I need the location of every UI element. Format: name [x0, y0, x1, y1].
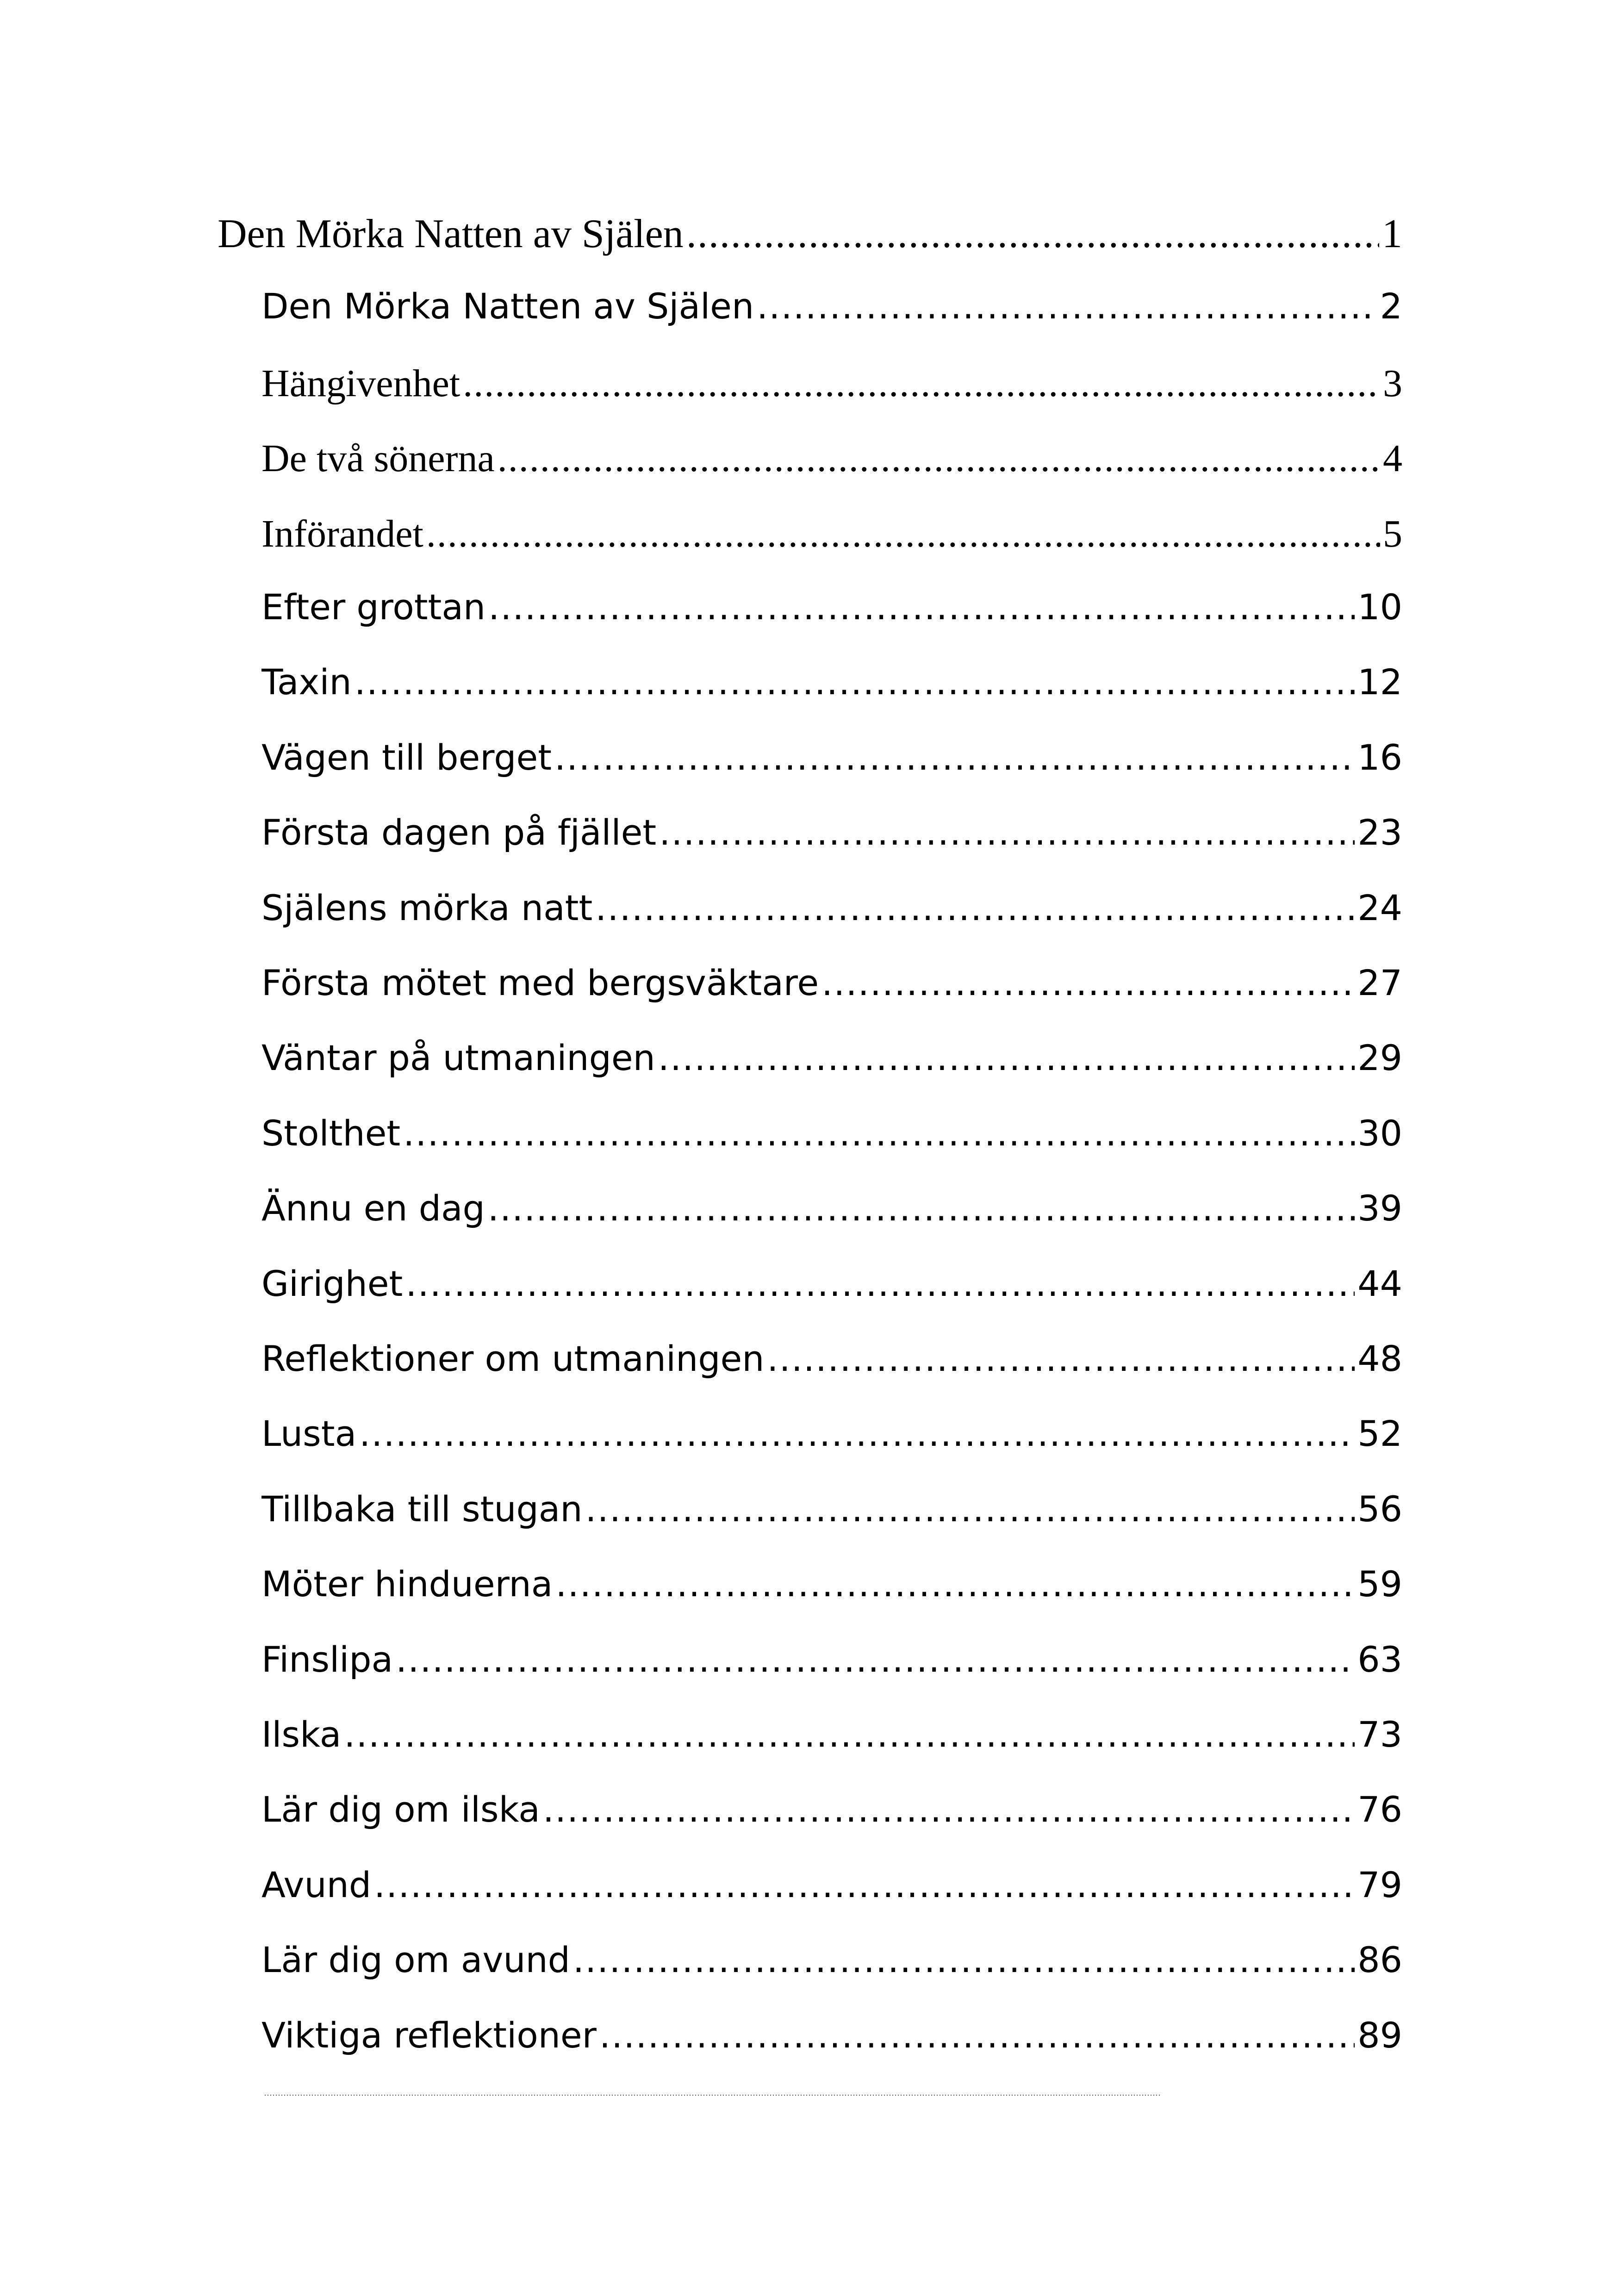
toc-entry-title: Den Mörka Natten av Själen: [218, 212, 684, 256]
toc-page-number: 89: [1357, 2015, 1402, 2056]
toc-dot-leader: [359, 1413, 1355, 1454]
toc-entry-title: Ilska: [261, 1714, 342, 1755]
toc-entry-title: Avund: [261, 1864, 372, 1905]
toc-page-number: 29: [1357, 1037, 1402, 1078]
toc-entry[interactable]: [261, 1037, 1402, 1078]
toc-entry-title: Lär dig om ilska: [261, 1789, 540, 1830]
toc-page-number: 4: [1383, 437, 1402, 480]
toc-page-number: 48: [1357, 1338, 1402, 1379]
toc-page-number: 59: [1357, 1563, 1402, 1605]
toc-dot-leader: [554, 737, 1355, 778]
toc-page-number: 24: [1357, 887, 1402, 928]
toc-dot-leader: [488, 1188, 1355, 1229]
toc-dot-leader: [767, 1338, 1355, 1379]
toc-entry-title: Införandet: [261, 512, 423, 555]
toc-entry[interactable]: [261, 511, 1402, 556]
toc-entry[interactable]: [261, 812, 1402, 853]
toc-entry[interactable]: [261, 1263, 1402, 1304]
toc-dot-leader: [821, 962, 1355, 1003]
toc-entry[interactable]: [261, 962, 1402, 1003]
toc-dot-leader: [555, 1563, 1355, 1605]
toc-page-number: 16: [1357, 737, 1402, 778]
toc-dot-leader: [403, 1113, 1355, 1154]
toc-entry-title: Möter hinduerna: [261, 1563, 553, 1605]
toc-dot-leader: [573, 1939, 1355, 1980]
toc-page-number: 12: [1357, 661, 1402, 703]
toc-entry-title: Själens mörka natt: [261, 887, 593, 928]
toc-page-number: 39: [1357, 1188, 1402, 1229]
toc-dot-leader: [498, 436, 1380, 481]
toc-dot-leader: [355, 661, 1355, 703]
toc-entry-title: Stolthet: [261, 1113, 401, 1154]
toc-entry[interactable]: [261, 887, 1402, 928]
toc-page-number: 10: [1357, 586, 1402, 628]
toc-entry-title: Hängivenhet: [261, 362, 461, 405]
toc-dot-leader: [396, 1639, 1355, 1680]
toc-entry-title: Viktiga reflektioner: [261, 2015, 597, 2056]
toc-entry-title: Lär dig om avund: [261, 1939, 570, 1980]
toc-page-number: 79: [1357, 1864, 1402, 1905]
toc-entry-title: Finslipa: [261, 1639, 393, 1680]
toc-dot-leader: [599, 2015, 1355, 2056]
toc-entry[interactable]: [261, 2090, 1402, 2098]
toc-entry[interactable]: [261, 1789, 1402, 1830]
toc-dot-leader: [426, 511, 1380, 556]
toc-page-number: 73: [1357, 1714, 1402, 1755]
toc-page-number: 1: [1382, 212, 1402, 256]
toc-dot-leader: [374, 1864, 1355, 1905]
toc-page-number: 63: [1357, 1639, 1402, 1680]
toc-entry[interactable]: [261, 1714, 1402, 1755]
toc-dot-leader: [264, 2090, 1400, 2098]
toc-entry-title: Tillbaka till stugan: [261, 1488, 583, 1530]
toc-entry-title: Vägen till berget: [261, 737, 552, 778]
toc-entry-title: Första dagen på fjället: [261, 812, 657, 853]
toc-entry[interactable]: [261, 1413, 1402, 1454]
toc-entry[interactable]: [261, 1338, 1402, 1379]
toc-page-number: 23: [1357, 812, 1402, 853]
toc-entry[interactable]: [261, 1113, 1402, 1154]
toc-entry[interactable]: [218, 211, 1402, 257]
toc-entry[interactable]: [261, 286, 1402, 327]
toc-page-number: 27: [1357, 962, 1402, 1003]
toc-page-number: 5: [1383, 512, 1402, 555]
toc-entry-title: Lusta: [261, 1413, 357, 1454]
toc-dot-leader: [659, 812, 1355, 853]
toc-page-number: 86: [1357, 1939, 1402, 1980]
toc-entry[interactable]: [261, 586, 1402, 628]
toc-entry[interactable]: [261, 1188, 1402, 1229]
toc-dot-leader: [686, 211, 1379, 257]
toc-page-number: 56: [1357, 1488, 1402, 1530]
toc-dot-leader: [658, 1037, 1355, 1078]
toc-entry-title: De två sönerna: [261, 437, 495, 480]
toc-dot-leader: [344, 1714, 1355, 1755]
toc-entry-title: Den Mörka Natten av Själen: [261, 286, 754, 327]
toc-entry[interactable]: [261, 361, 1402, 406]
toc-entry-title: Reflektioner om utmaningen: [261, 1338, 765, 1379]
toc-entry[interactable]: [261, 1563, 1402, 1605]
toc-entry-title: Girighet: [261, 1263, 403, 1304]
toc-dot-leader: [757, 286, 1377, 327]
toc-entry[interactable]: [261, 2015, 1402, 2056]
toc-page-number: 30: [1357, 1113, 1402, 1154]
toc-page-number: 2: [1380, 286, 1402, 327]
toc-entry[interactable]: [261, 737, 1402, 778]
toc-entry-title: Taxin: [261, 661, 352, 703]
toc-entry[interactable]: [261, 1488, 1402, 1530]
toc-page-number: 44: [1357, 1263, 1402, 1304]
toc-dot-leader: [488, 586, 1355, 628]
toc-dot-leader: [543, 1789, 1355, 1830]
toc-dot-leader: [595, 887, 1355, 928]
toc-page-number: 3: [1383, 362, 1402, 405]
toc-dot-leader: [463, 361, 1380, 406]
toc-entry-title: Första mötet med bergsväktare: [261, 962, 819, 1003]
toc-dot-leader: [585, 1488, 1355, 1530]
toc-entry-title: Efter grottan: [261, 586, 486, 628]
toc-page-number: 52: [1357, 1413, 1402, 1454]
toc-page-number: 76: [1357, 1789, 1402, 1830]
toc-entry[interactable]: [261, 1939, 1402, 1980]
toc-entry-title: Ännu en dag: [261, 1188, 485, 1229]
toc-entry-title: Väntar på utmaningen: [261, 1037, 655, 1078]
toc-entry[interactable]: [261, 1864, 1402, 1905]
toc-entry[interactable]: [261, 436, 1402, 481]
toc-entry[interactable]: [261, 1639, 1402, 1680]
toc-dot-leader: [405, 1263, 1355, 1304]
toc-entry[interactable]: [261, 661, 1402, 703]
